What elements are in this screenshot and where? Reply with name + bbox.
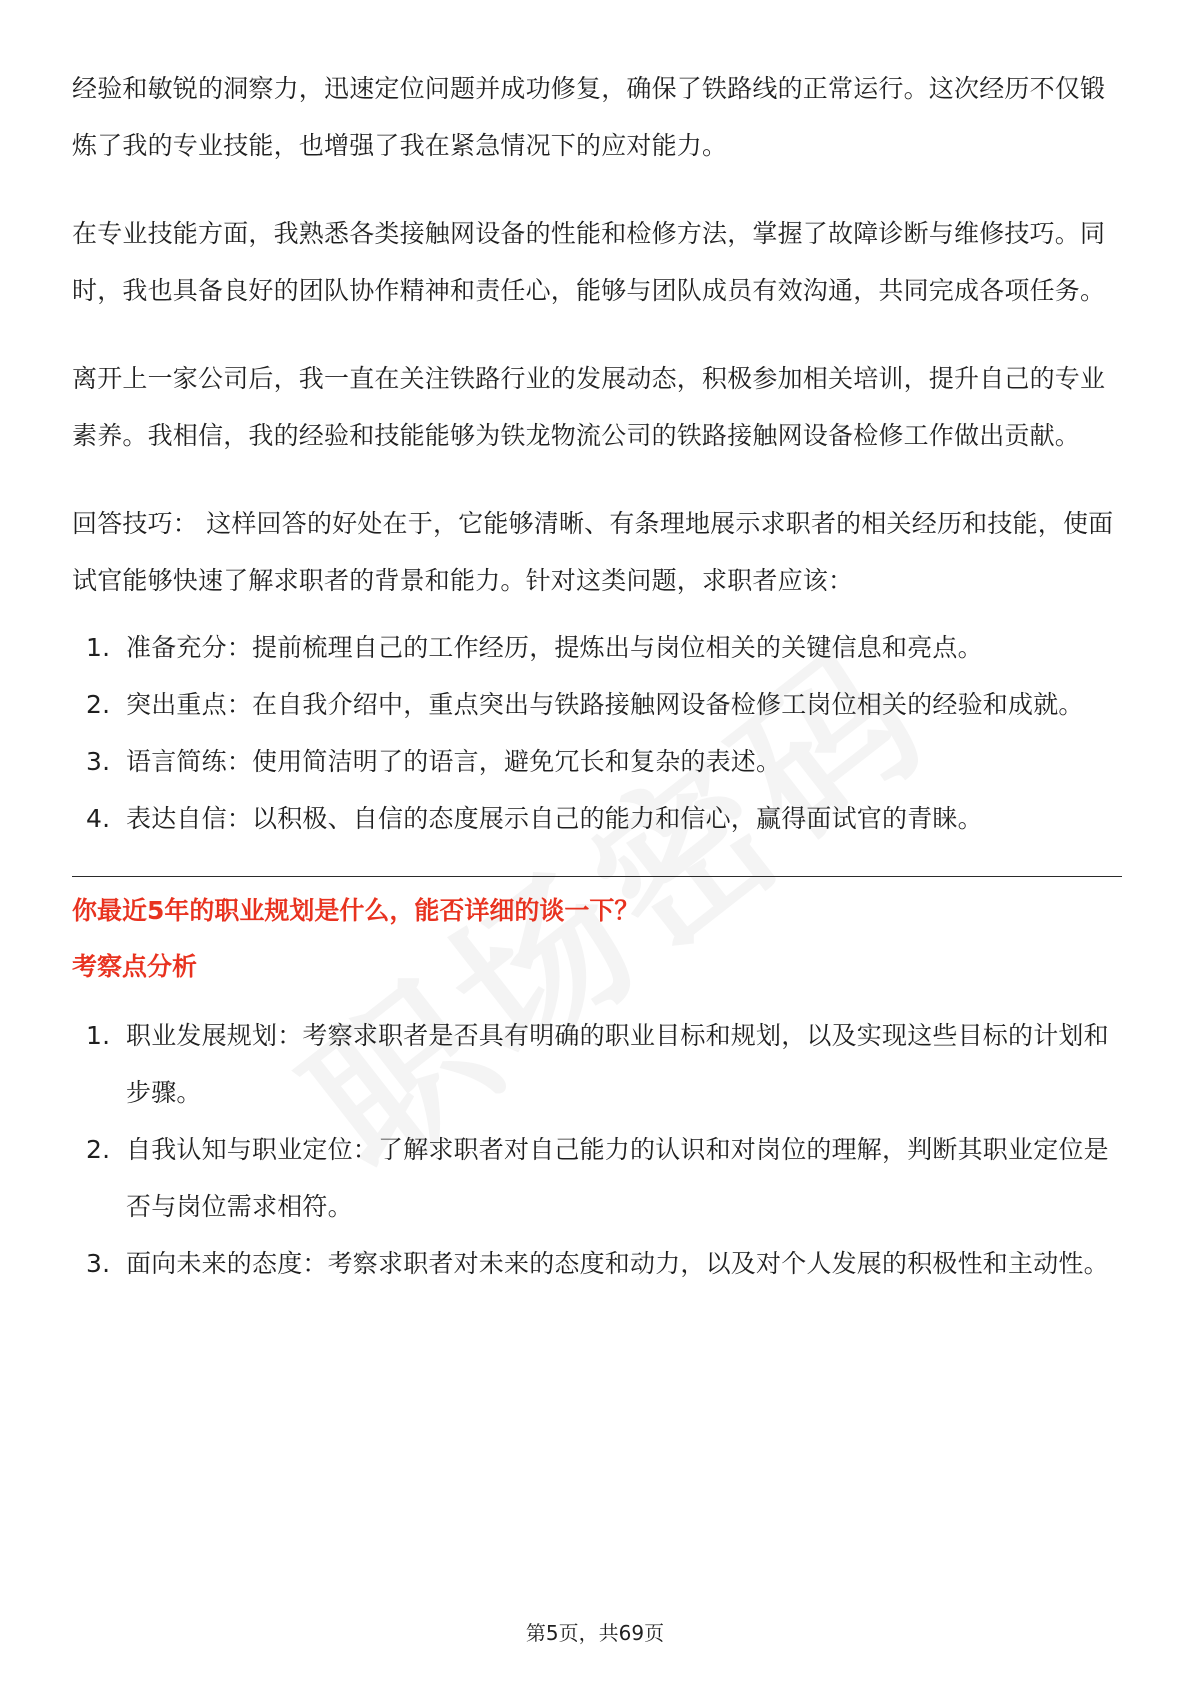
list-number: 1.	[86, 1021, 111, 1050]
list-number: 2.	[86, 690, 111, 719]
list-item-text: 自我认知与职业定位：了解求职者对自己能力的认识和对岗位的理解，判断其职业定位是否与岗位需求相符。	[126, 1135, 1109, 1221]
paragraph: 经验和敏锐的洞察力，迅速定位问题并成功修复，确保了铁路线的正常运行。这次经历不仅锻炼了我的专业技能，也增强了我在紧急情况下的应对能力。	[72, 74, 1106, 160]
tips-list	[72, 619, 1122, 847]
list-number: 3.	[86, 747, 111, 776]
list-number: 1.	[86, 633, 111, 662]
paragraph: 在专业技能方面，我熟悉各类接触网设备的性能和检修方法，掌握了故障诊断与维修技巧。同时，我也具备良好的团队协作精神和责任心，能够与团队成员有效沟通，共同完成各项任务。	[72, 219, 1106, 305]
interview-question: 你最近5年的职业规划是什么，能否详细的谈一下？	[72, 896, 640, 925]
analysis-heading: 考察点分析	[72, 952, 198, 981]
list-item	[72, 733, 1122, 790]
list-item-text: 职业发展规划：考察求职者是否具有明确的职业目标和规划，以及实现这些目标的计划和步骤。	[126, 1021, 1109, 1107]
list-number: 3.	[86, 1249, 111, 1278]
list-item	[72, 1007, 1122, 1121]
list-number: 4.	[86, 804, 111, 833]
page-footer: 第5页，共69页	[525, 1621, 665, 1645]
list-item	[72, 676, 1122, 733]
analysis-list	[72, 1007, 1122, 1292]
list-item-text: 表达自信：以积极、自信的态度展示自己的能力和信心，赢得面试官的青睐。	[126, 804, 983, 833]
list-item	[72, 790, 1122, 847]
answer-tips-paragraph: 回答技巧： 这样回答的好处在于，它能够清晰、有条理地展示求职者的相关经历和技能，使面试官能够快速了解求职者的背景和能力。针对这类问题，求职者应该：	[72, 509, 1114, 595]
list-item	[72, 1121, 1122, 1235]
list-item-text: 准备充分：提前梳理自己的工作经历，提炼出与岗位相关的关键信息和亮点。	[126, 633, 983, 662]
page-content	[72, 60, 1122, 1292]
list-number: 2.	[86, 1135, 111, 1164]
list-item	[72, 1235, 1122, 1292]
section-divider	[72, 876, 1122, 877]
list-item-text: 面向未来的态度：考察求职者对未来的态度和动力，以及对个人发展的积极性和主动性。	[126, 1249, 1109, 1278]
list-item	[72, 619, 1122, 676]
paragraph: 离开上一家公司后，我一直在关注铁路行业的发展动态，积极参加相关培训，提升自己的专业素养。我相信，我的经验和技能能够为铁龙物流公司的铁路接触网设备检修工作做出贡献。	[72, 364, 1106, 450]
list-item-text: 突出重点：在自我介绍中，重点突出与铁路接触网设备检修工岗位相关的经验和成就。	[126, 690, 1084, 719]
list-item-text: 语言简练：使用简洁明了的语言，避免冗长和复杂的表述。	[126, 747, 782, 776]
